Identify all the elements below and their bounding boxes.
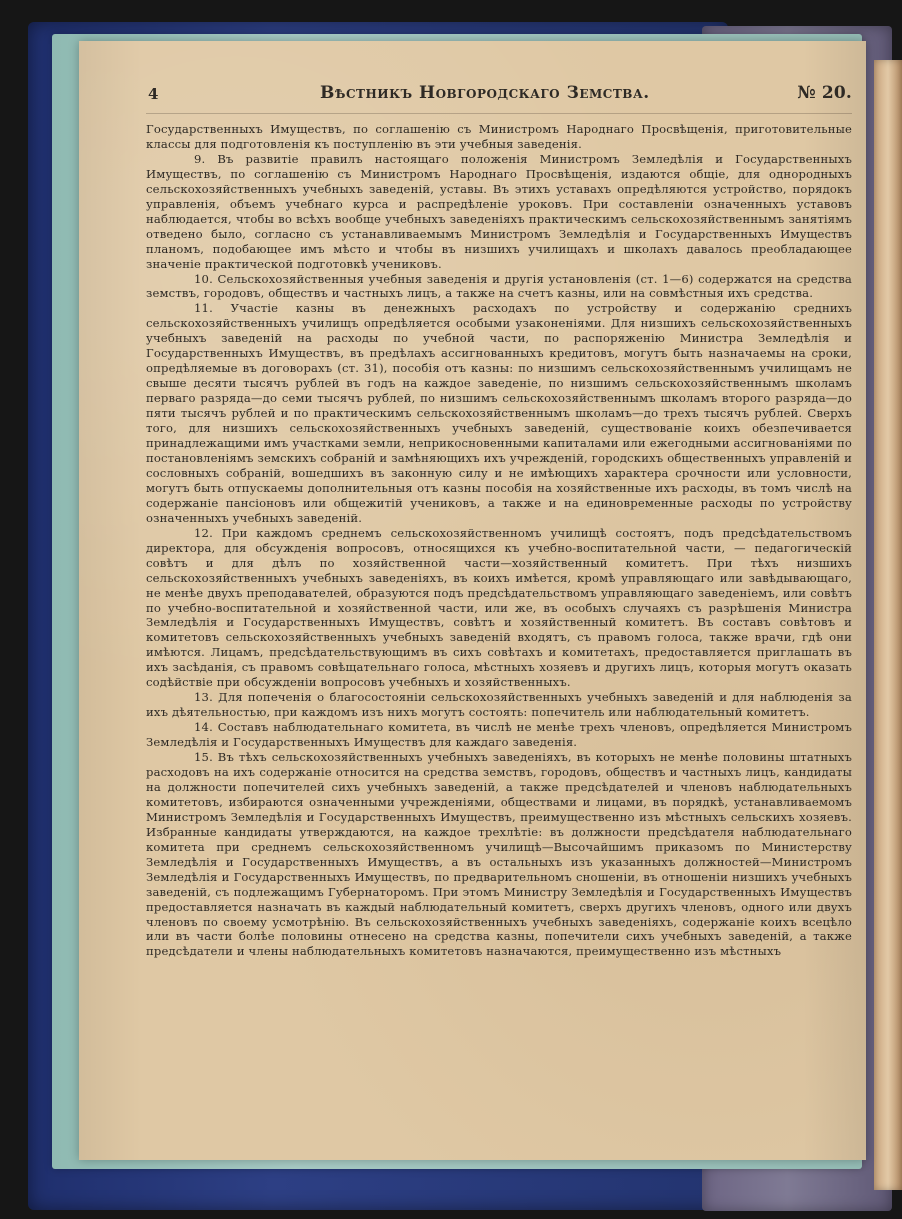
page-number: 4 bbox=[148, 85, 159, 103]
paragraph-15: 15. Въ тѣхъ сельскохозяйственныхъ учебныхъ заведеніяхъ, въ которыхъ не менѣе половины штатныхъ расходовъ на ихъ содержаніе относится на средства земствъ, городовъ, обществъ и частныхъ лицъ, кандидаты на должности попечителей сихъ учебныхъ заведеній, а также предсѣдателей и членовъ наблюдательныхъ комитетовъ, избираются означенными учрежденіями, обществами и лицами, въ порядкѣ, устанавливаемомъ Министромъ Земледѣлія и Государственныхъ Имуществъ, преимущественно изъ мѣстныхъ сельскихъ хозяевъ. Избранные кандидаты утверждаются, на каждое трехлѣтіе: въ должности предсѣдателя наблюдательнаго комитета при среднемъ сельскохозяйственномъ училищѣ—Высочайшимъ приказомъ по Министерству Земледѣлія и Государственныхъ Имуществъ, а въ остальныхъ изъ указанныхъ должностей—Министромъ Земледѣлія и Государственныхъ Имуществъ, по предварительномъ сношеніи, въ отношеніи низшихъ учебныхъ заведеній, съ подлежащимъ Губернаторомъ. При этомъ Министру Земледѣлія и Государственныхъ Имуществъ предоставляется назначать въ каждый наблюдательный комитетъ, сверхъ другихъ членовъ, одного или двухъ членовъ по своему усмотрѣнію. Въ сельскохозяйственныхъ учебныхъ заведеніяхъ, содержаніе коихъ всецѣло или въ части болѣе половины отнесено на средства казны, попечители сихъ учебныхъ заведеній, а также предсѣдатели и члены наблюдательныхъ комитетовъ назначаются, преимущественно изъ мѣстныхъ bbox=[146, 750, 852, 959]
page-edge bbox=[874, 60, 902, 1190]
paragraph-13: 13. Для попеченія о благосостояніи сельскохозяйственныхъ учебныхъ заведеній и для наблюденія за ихъ дѣятельностью, при каждомъ изъ нихъ могутъ состоять: попечитель или наблюдательный комитетъ. bbox=[146, 690, 852, 720]
paragraph-9: 9. Въ развитіе правилъ настоящаго положенія Министромъ Земледѣлія и Государственныхъ Имуществъ, по соглашенію съ Министромъ Народнаго Просвѣщенія, издаются общіе, для однородныхъ сельскохозяйственныхъ учебныхъ заведеній, уставы. Въ этихъ уставахъ опредѣляются устройство, порядокъ управленія, объемъ учебнаго курса и распредѣленіе уроковъ. При составленіи означенныхъ уставовъ наблюдается, чтобы во всѣхъ вообще учебныхъ заведеніяхъ практическимъ сельскохозяйственнымъ занятіямъ отведено было, согласно съ устанавливаемымъ Министромъ Земледѣлія и Государственныхъ Имуществъ планомъ, подобающее имъ мѣсто и чтобы въ низшихъ училищахъ и школахъ давалось преобладающее значеніе практической подготовкѣ учениковъ. bbox=[146, 151, 852, 271]
page-content bbox=[146, 83, 852, 1063]
page-header bbox=[146, 83, 852, 114]
issue-number: № 20. bbox=[797, 83, 852, 103]
journal-title: Вѣстникъ Новгородскаго Земства. bbox=[320, 83, 650, 103]
paragraph-10: 10. Сельскохозяйственныя учебныя заведенія и другія установленія (ст. 1—6) содержатся на средства земствъ, городовъ, обществъ и частныхъ лицъ, а также на счетъ казны, или на совмѣстныя ихъ средства. bbox=[146, 271, 852, 301]
paragraph-intro: Государственныхъ Имуществъ, по соглашенію съ Министромъ Народнаго Просвѣщенія, приготовительные классы для подготовленія къ поступленію въ эти учебныя заведенія. bbox=[146, 122, 852, 151]
paragraph-12: 12. При каждомъ среднемъ сельскохозяйственномъ училищѣ состоятъ, подъ предсѣдательствомъ директора, для обсужденія вопросовъ, относящихся къ учебно-воспитательной части, — педагогическій совѣтъ и для дѣлъ по хозяйственной части—хозяйственный комитетъ. При тѣхъ низшихъ сельскохозяйственныхъ учебныхъ заведеніяхъ, въ коихъ имѣется, кромѣ управляющаго или завѣдывающаго, не менѣе двухъ преподавателей, образуются подъ предсѣдательствомъ управляющаго заведеніемъ, или совѣтъ по учебно-воспитательной и хозяйственной части, или же, въ особыхъ случаяхъ съ разрѣшенія Министра Земледѣлія и Государственныхъ Имуществъ, совѣтъ и хозяйственный комитетъ. Въ составъ совѣтовъ и комитетовъ сельскохозяйственныхъ учебныхъ заведеній входятъ, съ правомъ голоса, также врачи, гдѣ они имѣются. Лицамъ, предсѣдательствующимъ въ сихъ совѣтахъ и комитетахъ, предоставляется приглашать въ ихъ засѣданія, съ правомъ совѣщательнаго голоса, мѣстныхъ хозяевъ и другихъ лицъ, которыя могутъ оказать содѣйствіе при обсужденіи вопросовъ учебныхъ и хозяйственныхъ. bbox=[146, 525, 852, 690]
paragraph-14: 14. Составъ наблюдательнаго комитета, въ числѣ не менѣе трехъ членовъ, опредѣляется Министромъ Земледѣлія и Государственныхъ Имуществъ для каждаго заведенія. bbox=[146, 720, 852, 750]
document-body bbox=[146, 122, 852, 959]
paragraph-11: 11. Участіе казны въ денежныхъ расходахъ по устройству и содержанію среднихъ сельскохозяйственныхъ училищъ опредѣляется особыми узаконеніями. Для низшихъ сельскохозяйственныхъ учебныхъ заведеній на расходы по учебной части, по распоряженію Министра Земледѣлія и Государственныхъ Имуществъ, въ предѣлахъ ассигнованныхъ кредитовъ, могутъ быть назначаемы на сроки, опредѣляемые въ договорахъ (ст. 31), пособія отъ казны: по низшимъ сельскохозяйственнымъ училищамъ не свыше десяти тысячъ рублей въ годъ на каждое заведеніе, по низшимъ сельскохозяйственнымъ школамъ перваго разряда—до семи тысячъ рублей, по низшимъ сельскохозяйственнымъ школамъ второго разряда—до пяти тысячъ рублей и по практическимъ сельскохозяйственнымъ школамъ—до трехъ тысячъ рублей. Сверхъ того, для низшихъ сельскохозяйственныхъ учебныхъ заведеній, существованіе коихъ обезпечивается принадлежащими имъ участками земли, неприкосновенными капиталами или ежегодными ассигнованіями по постановленіямъ земскихъ собраній и замѣняющихъ ихъ учрежденій, городскихъ общественныхъ управленій и сословныхъ собраній, вошедшихъ въ законную силу и не имѣющихъ характера срочности или условности, могутъ быть отпускаемы дополнительныя отъ казны пособія на хозяйственные ихъ расходы, въ томъ числѣ на содержаніе пансіоновъ или общежитій учениковъ, а также и на единовременные расходы по устройству означенныхъ учебныхъ заведеній. bbox=[146, 301, 852, 525]
document-page bbox=[79, 41, 866, 1160]
